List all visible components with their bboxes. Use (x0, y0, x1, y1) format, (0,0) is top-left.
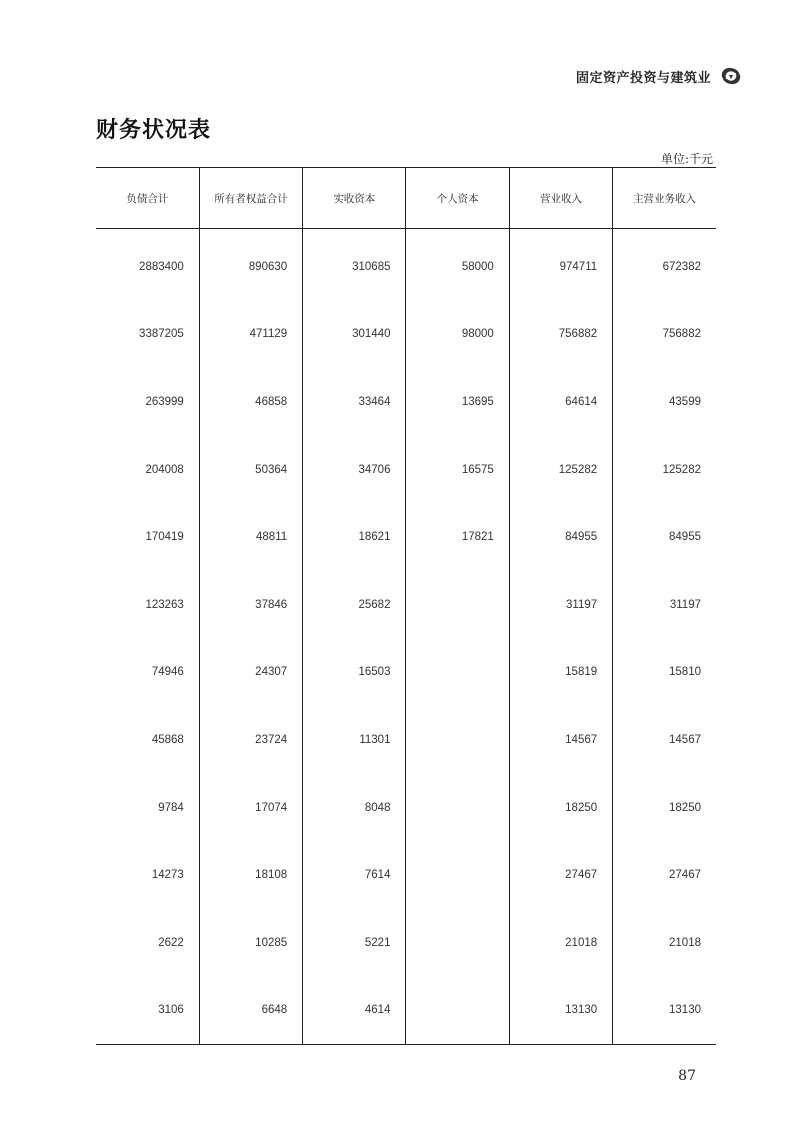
table-cell: 84955 (509, 503, 612, 571)
table-cell (406, 909, 509, 977)
table-cell: 16575 (406, 436, 509, 504)
table-row (96, 774, 716, 842)
table-cell: 15819 (509, 639, 612, 707)
column-header: 实收资本 (303, 168, 406, 229)
table-row (96, 639, 716, 707)
table-cell: 10285 (199, 909, 302, 977)
running-header (576, 64, 745, 88)
table-row (96, 436, 716, 504)
table-cell: 170419 (145, 531, 184, 544)
table-cell: 74946 (151, 666, 184, 679)
table-cell: 890630 (199, 229, 302, 301)
table-row (96, 301, 716, 369)
table-cell: 18250 (509, 774, 612, 842)
table-cell: 50364 (199, 436, 302, 504)
table-cell: 45868 (151, 733, 184, 746)
table-cell: 18250 (613, 774, 716, 842)
section-title: 固定资产投资与建筑业 (575, 70, 711, 86)
table-cell: 125282 (613, 436, 716, 504)
column-header: 营业收入 (509, 168, 612, 229)
table-cell: 2622 (158, 936, 184, 949)
table-cell: 6648 (199, 977, 302, 1045)
table-cell: 27467 (509, 841, 612, 909)
table-cell: 23724 (199, 706, 302, 774)
table-cell: 123263 (145, 598, 184, 611)
table-cell: 4614 (303, 977, 406, 1045)
table-cell: 27467 (613, 841, 716, 909)
table-cell: 14567 (509, 706, 612, 774)
table-row (96, 571, 716, 639)
table-cell: 16503 (303, 639, 406, 707)
table-row (96, 368, 716, 436)
table-cell: 8048 (303, 774, 406, 842)
table-cell: 24307 (199, 639, 302, 707)
table-cell: 33464 (303, 368, 406, 436)
table-cell: 31197 (613, 571, 716, 639)
table-cell: 13130 (613, 977, 716, 1045)
table-cell (406, 841, 509, 909)
header-row (96, 168, 716, 229)
table-cell: 18108 (199, 841, 302, 909)
table-cell: 7614 (303, 841, 406, 909)
unit-label: 单位:千元 (660, 152, 713, 166)
table-body (96, 229, 716, 1045)
table-cell: 471129 (199, 301, 302, 369)
table-cell: 17074 (199, 774, 302, 842)
table-cell: 310685 (303, 229, 406, 301)
table-cell: 2883400 (139, 260, 184, 273)
table-cell (406, 706, 509, 774)
table-cell: 48811 (199, 503, 302, 571)
table-cell: 25682 (303, 571, 406, 639)
table-cell: 18621 (303, 503, 406, 571)
table-row (96, 229, 716, 301)
table-cell: 21018 (613, 909, 716, 977)
table-cell: 17821 (406, 503, 509, 571)
column-header: 负债合计 (96, 168, 199, 229)
table-header (96, 168, 716, 229)
table-cell: 13695 (406, 368, 509, 436)
table-cell: 46858 (199, 368, 302, 436)
table-row (96, 977, 716, 1045)
table-row (96, 503, 716, 571)
table-cell (406, 571, 509, 639)
table-cell: 756882 (613, 301, 716, 369)
table-cell: 14567 (613, 706, 716, 774)
table-row (96, 841, 716, 909)
table-row (96, 909, 716, 977)
table-cell: 43599 (613, 368, 716, 436)
table-cell (406, 774, 509, 842)
table-cell: 13130 (509, 977, 612, 1045)
table-cell: 64614 (509, 368, 612, 436)
table-cell: 15810 (613, 639, 716, 707)
column-header: 所有者权益合计 (199, 168, 302, 229)
table-cell (406, 639, 509, 707)
table-cell: 3106 (158, 1004, 184, 1017)
table-cell: 301440 (303, 301, 406, 369)
table-cell: 14273 (151, 869, 184, 882)
table-row (96, 706, 716, 774)
table-cell: 3387205 (139, 328, 184, 341)
table-cell: 37846 (199, 571, 302, 639)
table-cell: 31197 (509, 571, 612, 639)
table-cell: 21018 (509, 909, 612, 977)
table-cell: 34706 (303, 436, 406, 504)
table-cell: 9784 (158, 801, 184, 814)
table-cell: 756882 (509, 301, 612, 369)
page-title: 财务状况表 (96, 118, 212, 143)
sector-logo-icon (717, 64, 745, 88)
table-cell: 58000 (406, 229, 509, 301)
table-cell: 204008 (145, 463, 184, 476)
table-cell: 11301 (303, 706, 406, 774)
table-cell: 125282 (509, 436, 612, 504)
page-number: 87 (678, 1068, 696, 1084)
table-cell: 5221 (303, 909, 406, 977)
column-header: 主营业务收入 (613, 168, 716, 229)
table-cell: 974711 (509, 229, 612, 301)
table-cell (406, 977, 509, 1045)
table-cell: 263999 (145, 395, 184, 408)
table-cell: 98000 (406, 301, 509, 369)
table-cell: 672382 (613, 229, 716, 301)
column-header: 个人资本 (406, 168, 509, 229)
financial-status-table (96, 167, 716, 1045)
table-cell: 84955 (613, 503, 716, 571)
